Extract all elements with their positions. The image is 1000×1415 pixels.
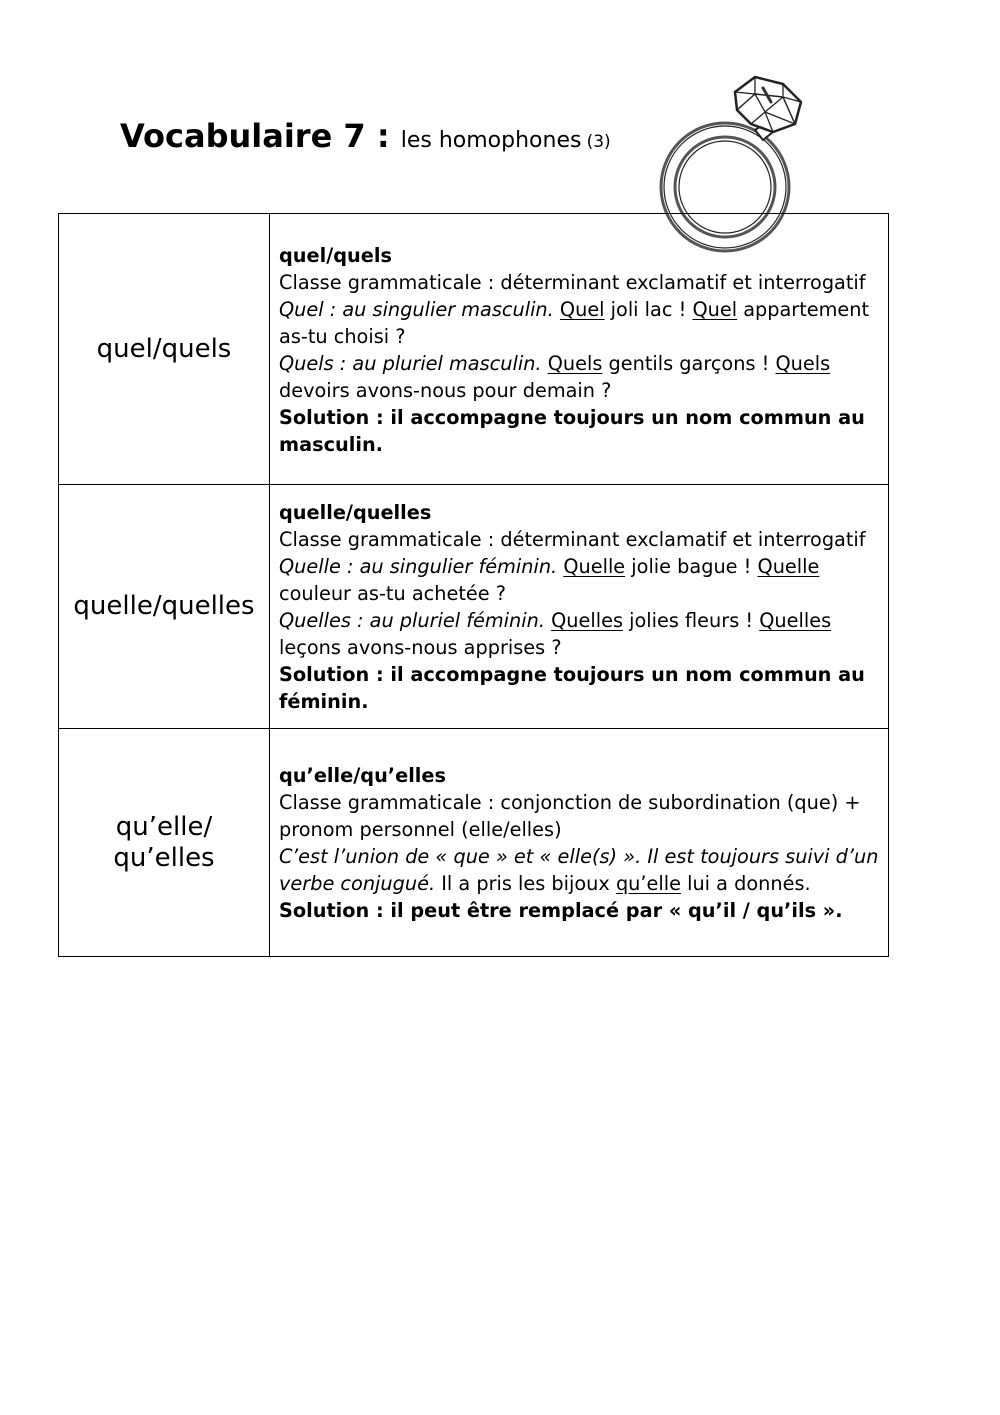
term-label: quel/quels	[96, 333, 232, 364]
solution-text: Solution : il peut être remplacé par « qu’il / qu’ils ».	[279, 898, 843, 922]
title-colon: :	[365, 117, 401, 155]
table-row	[59, 729, 889, 957]
example-singular: Quel : au singulier masculin. Quel joli lac ! Quel appartement as-tu choisi ?	[279, 298, 870, 348]
example-singular: Quelle : au singulier féminin. Quelle jolie bague ! Quelle couleur as-tu achetée ?	[279, 554, 820, 605]
term-cell	[59, 485, 270, 729]
entry-heading: quel/quels	[279, 244, 392, 267]
grammatical-class: Classe grammaticale : déterminant exclamatif et interrogatif	[279, 271, 866, 294]
rule-and-example: C’est l’union de « que » et « elle(s) ». Il est toujours suivi d’un verbe conjugué. Il a pris les bijoux qu’elle lui a donnés.	[279, 844, 879, 895]
term-cell	[59, 214, 270, 485]
table-row	[59, 485, 889, 729]
title-main: Vocabulaire 7	[120, 117, 366, 155]
term-label-line2: qu’elles	[113, 842, 215, 873]
description-cell	[270, 729, 889, 957]
grammatical-class: Classe grammaticale : déterminant exclamatif et interrogatif	[279, 527, 866, 551]
entry-heading: qu’elle/qu’elles	[279, 763, 446, 787]
description-cell	[270, 485, 889, 729]
page-title	[120, 117, 611, 155]
title-subtitle: les homophones	[400, 128, 582, 153]
description-cell	[270, 214, 889, 485]
example-plural: Quelles : au pluriel féminin. Quelles jolies fleurs ! Quelles leçons avons-nous apprises ?	[279, 608, 832, 659]
entry-heading: quelle/quelles	[279, 500, 432, 524]
term-cell	[59, 729, 270, 957]
term-label-line1: qu’elle/	[115, 811, 213, 842]
homophones-table	[58, 213, 889, 957]
example-plural: Quels : au pluriel masculin. Quels gentils garçons ! Quels devoirs avons-nous pour demain ?	[279, 352, 831, 402]
grammatical-class: Classe grammaticale : conjonction de subordination (que) + pronom personnel (elle/elles)	[279, 790, 861, 841]
term-label: quelle/quelles	[73, 591, 255, 621]
solution-text: Solution : il accompagne toujours un nom commun au masculin.	[279, 406, 865, 456]
table-row	[59, 214, 889, 485]
solution-text: Solution : il accompagne toujours un nom commun au féminin.	[279, 662, 865, 713]
title-number: (3)	[586, 132, 611, 152]
